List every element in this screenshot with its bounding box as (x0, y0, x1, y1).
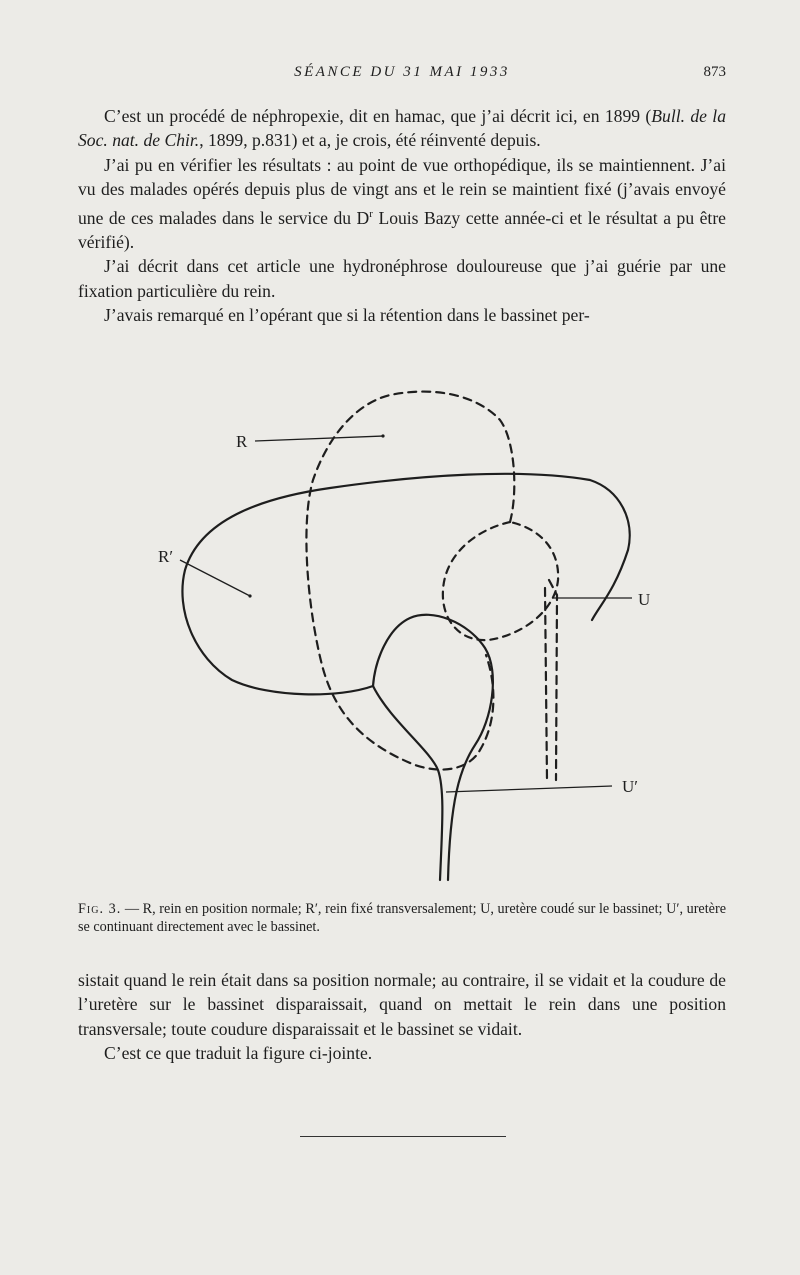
text-run: C’est un procédé de néphropexie, dit en hamac, que j’ai décrit ici, en 1899 ( (104, 106, 652, 126)
text-run: C’est ce que traduit la figure ci-jointe. (104, 1043, 373, 1064)
kidney-figure (140, 375, 660, 885)
label-r-prime: R′ (158, 547, 174, 566)
text-run: , 1899, p.831) et a, je crois, été réinventé depuis. (199, 130, 541, 151)
kidney-transverse-outline (182, 474, 629, 695)
dot-r-prime (248, 594, 251, 597)
leader-line-r (255, 436, 383, 441)
label-u: U (638, 590, 651, 609)
paragraph (78, 1041, 726, 1065)
superscript: r (369, 207, 373, 220)
dot-r (381, 434, 384, 437)
leader-line-r-prime (180, 560, 250, 596)
citation-text: Bull. de la Soc. nat. de Chir. (78, 106, 726, 151)
ureter-u-prime-left (373, 686, 442, 880)
text-run: J’ai pu en vérifier les résultats : au point de vue orthopédique, ils se maintiennent. J’ai vu des malades opérés depuis plus de vingt ans et le rein se maintient fixé (j’avais envoyé une de ces malades dans le service du D (78, 154, 726, 228)
ureter-u-dashed-left (545, 588, 547, 780)
page-header (78, 64, 726, 86)
paragraph (78, 104, 726, 153)
text-run: sistait quand le rein était dans sa position normale; au contraire, il se vidait et la coudure de l’uretère sur le bassinet disparaissait, quand on mettait le rein dans une position transversale; toute coudure disparaissait et le bassinet se vidait. (78, 970, 726, 1039)
running-title: SÉANCE DU 31 MAI 1933 (294, 64, 510, 80)
paragraph (78, 153, 726, 254)
figure-drawing (140, 375, 660, 885)
paragraph (78, 968, 726, 1041)
leader-line-u-prime (446, 786, 612, 792)
label-u-prime: U′ (622, 777, 638, 796)
pelvis-dashed-circle (443, 522, 558, 640)
page-number: 873 (703, 64, 726, 80)
text-run: J’ai décrit dans cet article une hydronéphrose douloureuse que j’ai guérie par une fixation particulière du rein. (78, 256, 726, 301)
body-text-top (78, 104, 726, 328)
paragraph (78, 254, 726, 303)
body-text-bottom (78, 968, 726, 1066)
kidney-normal-outline (306, 392, 514, 770)
figure-caption (78, 900, 726, 937)
paragraph (78, 303, 726, 327)
end-rule (300, 1136, 506, 1137)
label-r: R (236, 432, 248, 451)
text-run: Louis Bazy cette année-ci et le résultat a pu être vérifié). (78, 207, 726, 252)
ureter-u-dashed-right (549, 580, 557, 780)
text-run: J’avais remarqué en l’opérant que si la rétention dans le bassinet per- (104, 305, 590, 326)
caption-figure-label: Fig. 3. (78, 901, 122, 917)
caption-text: — R, rein en position normale; R′, rein fixé transversalement; U, uretère coudé sur le bassinet; U′, uretère se continuant directement avec le bassinet. (78, 901, 726, 936)
pelvis-solid-outline (373, 615, 493, 880)
